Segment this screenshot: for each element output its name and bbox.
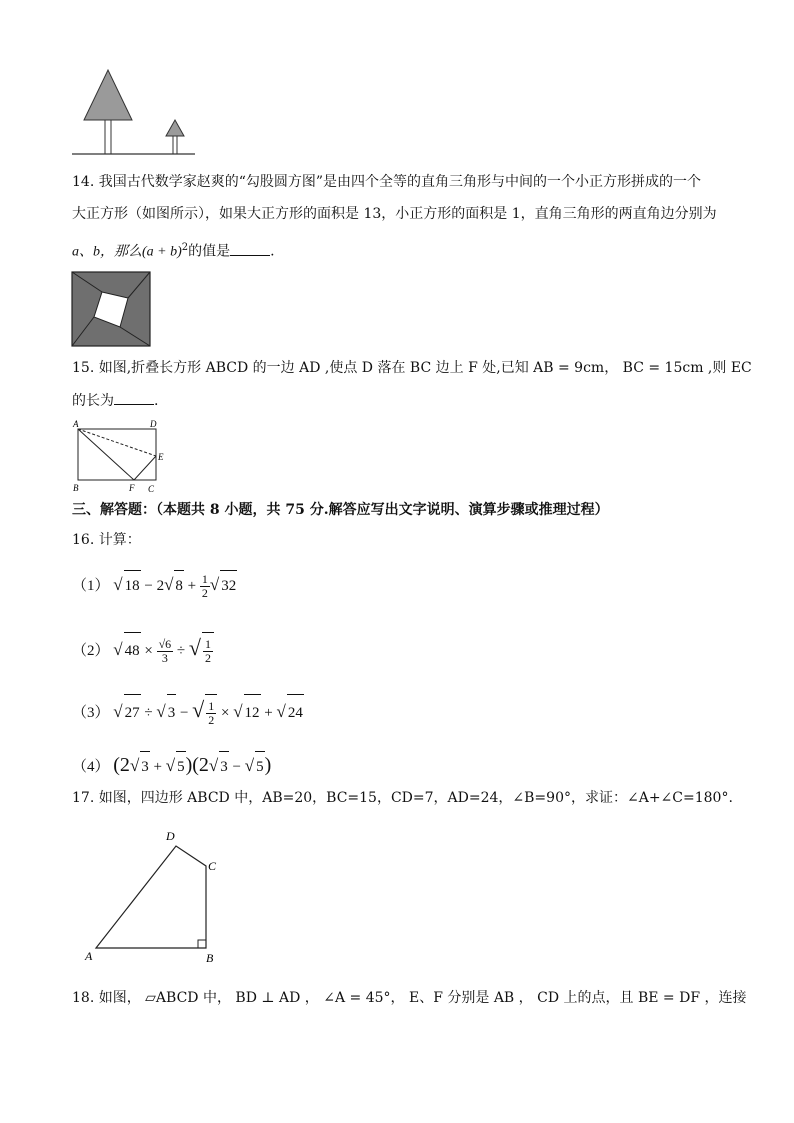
q15-text-line2: 的长为 bbox=[72, 393, 114, 409]
q16-4-op1: + bbox=[149, 759, 166, 775]
q16-4-mid: )(2 bbox=[185, 754, 209, 776]
quadrilateral-figure bbox=[80, 826, 230, 966]
q16-2-sqrt-fraction: $\frac{1}{2}$ bbox=[202, 632, 214, 669]
section3-title: 三、解答题：（本题共 8 小题，共 75 分.解答应写出文字说明、演算步骤或推理过程） bbox=[72, 502, 609, 518]
q16-4-radicand-3: 3 bbox=[219, 751, 229, 782]
q14-exponent: 2 bbox=[181, 242, 189, 253]
q16-3-op1: ÷ bbox=[140, 705, 157, 721]
q16-1-fraction: $\frac{1}{2}$ bbox=[201, 572, 208, 601]
q16-4-rparen: ) bbox=[264, 754, 272, 776]
q17-label-c: C bbox=[208, 859, 217, 873]
q14-number: 14. bbox=[72, 174, 95, 190]
q16-3-radicand-3: 12 bbox=[244, 694, 261, 731]
q16-4-radicand-1: 3 bbox=[140, 751, 150, 782]
q16-item-4: （4） (2√ 3 + √ 5)(2√ 3 − √ 5) bbox=[72, 750, 271, 780]
q16-item-4-label: （4） bbox=[72, 759, 110, 775]
q16-2-fraction: $\frac{√6}{3}$ bbox=[158, 637, 172, 666]
q15-line2 bbox=[72, 390, 158, 411]
q15-text-line1: 如图,折叠长方形 ABCD 的一边 AD ,使点 D 落在 BC 边上 F 处,已知 AB = 9cm， BC = 15cm ,则 EC bbox=[98, 360, 752, 376]
folded-rectangle-figure bbox=[70, 418, 170, 498]
q14-answer-blank bbox=[230, 241, 270, 256]
q16-3-op3: × bbox=[217, 705, 234, 721]
q16-prompt-line bbox=[72, 530, 141, 550]
q18-number: 18. bbox=[72, 990, 95, 1006]
q18-text: 如图， ▱ABCD 中， BD ⊥ AD ， ∠A = 45°， E、F 分别是 AB ， CD 上的点，且 BE = DF ，连接 bbox=[98, 990, 747, 1006]
q16-2-op2: ÷ bbox=[173, 643, 189, 659]
q15-label-f: F bbox=[129, 483, 135, 493]
q16-1-op2: + bbox=[183, 578, 200, 594]
q14-prefix: a、b，那么 bbox=[72, 244, 142, 260]
q14-end: . bbox=[270, 243, 275, 260]
q15-label-a: A bbox=[73, 419, 79, 429]
q16-3-op4: + bbox=[260, 705, 277, 721]
q15-label-d: D bbox=[150, 419, 157, 429]
q17-label-d: D bbox=[166, 829, 175, 843]
q16-item-3-label: （3） bbox=[72, 705, 110, 721]
q16-item-1: （1） √ 18 − 2√ 8 + $\frac{1}{2}$ √ 32 bbox=[72, 570, 237, 600]
q16-3-op2: − bbox=[176, 705, 193, 721]
q16-4-op2: − bbox=[228, 759, 245, 775]
q18-line bbox=[72, 988, 746, 1008]
q16-4-radicand-4: 5 bbox=[255, 751, 265, 782]
q14-line3 bbox=[72, 238, 275, 263]
q16-item-3: （3） √ 27 ÷ √ 3 − √ $\frac{1}{2}$ × √ 12 + √ 24 bbox=[72, 692, 304, 728]
q16-2-radicand-1: 48 bbox=[124, 632, 141, 669]
q17-label-b: B bbox=[206, 951, 214, 965]
q16-3-radicand-4: 24 bbox=[287, 694, 304, 731]
q16-1-op1: − 2 bbox=[140, 578, 165, 594]
q17-line bbox=[72, 788, 733, 808]
q15-answer-blank bbox=[114, 390, 154, 405]
q16-4-radicand-2: 5 bbox=[176, 751, 186, 782]
q15-number: 15. bbox=[72, 360, 95, 376]
q15-label-e: E bbox=[158, 452, 164, 462]
q15-label-c: C bbox=[148, 484, 155, 494]
q14-line1 bbox=[72, 172, 701, 192]
q16-prompt: 计算： bbox=[98, 532, 141, 548]
q15-end: . bbox=[154, 393, 159, 409]
q14-suffix: 的值是 bbox=[188, 243, 231, 260]
q14-expression: (a + b) bbox=[142, 244, 182, 260]
q16-1-radicand-2: 8 bbox=[174, 570, 184, 601]
q14-text-line1: 我国古代数学家赵爽的“勾股圆方图”是由四个全等的直角三角形与中间的一个小正方形拼成的一个 bbox=[98, 174, 702, 190]
q15-line1 bbox=[72, 358, 752, 378]
q16-1-radicand-3: 32 bbox=[220, 570, 237, 601]
q16-1-radicand-1: 18 bbox=[124, 570, 141, 601]
zhao-shuang-figure bbox=[72, 272, 150, 346]
q16-3-radicand-2: 3 bbox=[167, 694, 177, 731]
q16-3-radicand-1: 27 bbox=[124, 694, 141, 731]
q17-number: 17. bbox=[72, 790, 95, 806]
q16-3-sqrt-fraction: $\frac{1}{2}$ bbox=[205, 694, 217, 731]
q14-line2: 大正方形（如图所示），如果大正方形的面积是 13，小正方形的面积是 1，直角三角形的两直角边分别为 bbox=[72, 206, 717, 222]
q15-label-b: B bbox=[73, 483, 79, 493]
q16-item-2-label: （2） bbox=[72, 643, 110, 659]
q17-label-a: A bbox=[85, 949, 93, 963]
tree-figure bbox=[70, 68, 200, 158]
q16-number: 16. bbox=[72, 532, 95, 548]
q16-item-2: （2） √ 48 × $\frac{√6}{3}$ ÷ √ $\frac{1}{2}$ bbox=[72, 630, 214, 666]
q16-2-op1: × bbox=[140, 643, 157, 659]
q16-4-lparen: (2 bbox=[113, 754, 130, 776]
q16-item-1-label: （1） bbox=[72, 578, 110, 594]
q17-text: 如图，四边形 ABCD 中，AB=20，BC=15，CD=7，AD=24，∠B=90°，求证：∠A+∠C=180°. bbox=[98, 790, 733, 806]
